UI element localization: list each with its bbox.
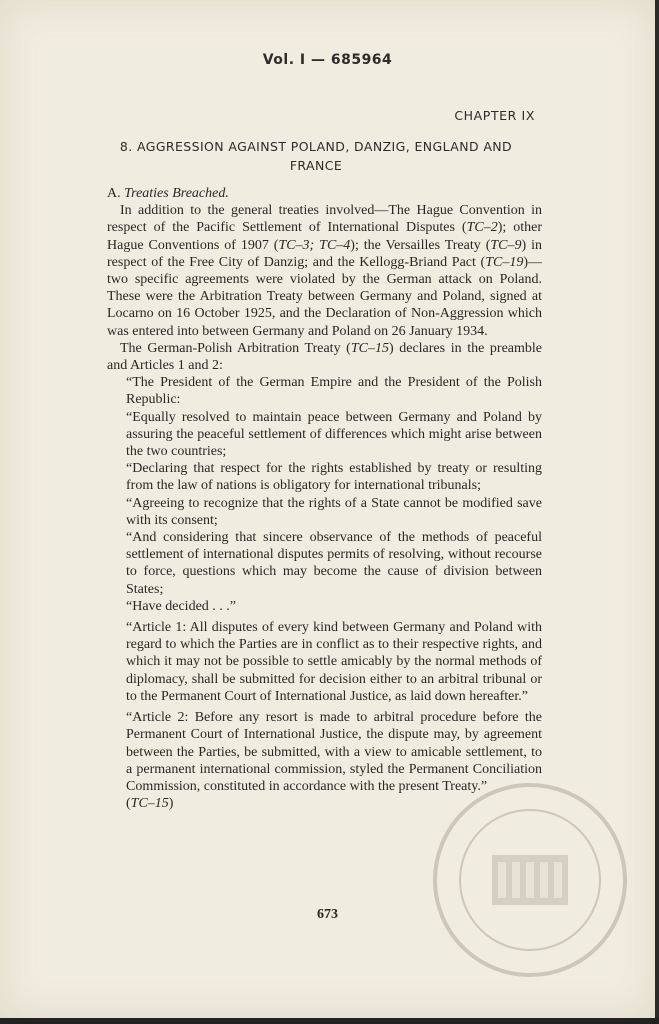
quote-preamble-resolved: “Equally resolved to maintain peace between Germany and Poland by assuring the peaceful settlement of differences which might arise between the two countries; bbox=[126, 409, 542, 460]
library-seal-watermark bbox=[430, 780, 630, 980]
ref-tc3: TC–3; TC–4 bbox=[278, 237, 351, 253]
citation-open: ( bbox=[126, 796, 131, 812]
body-text bbox=[107, 185, 542, 812]
page-number: 673 bbox=[317, 907, 338, 922]
ref-tc15: TC–15 bbox=[350, 340, 389, 356]
quote-have-decided: “Have decided . . .” bbox=[126, 598, 236, 614]
treaty-paragraph bbox=[107, 340, 542, 374]
chapter-heading: CHAPTER IX bbox=[454, 108, 535, 123]
intro-text-3: ); the Versailles Treaty ( bbox=[350, 237, 491, 253]
ref-tc2: TC–2 bbox=[466, 220, 498, 236]
intro-text-1: In addition to the general treaties involved—The Hague Convention in respect of the Pacific Settlement of International Disputes ( bbox=[107, 203, 542, 236]
quote-preamble-declaring: “Declaring that respect for the rights established by treaty or resulting from the law of nations is obligatory for international tribunals; bbox=[126, 461, 542, 494]
ref-tc9: TC–9 bbox=[490, 237, 522, 253]
ref-tc19: TC–19 bbox=[485, 254, 524, 270]
citation-ref: TC–15 bbox=[130, 796, 169, 812]
intro-paragraph bbox=[107, 202, 542, 340]
treaty-text-1: The German-Polish Arbitration Treaty ( bbox=[120, 340, 351, 356]
page-bottom-edge bbox=[0, 1018, 659, 1024]
section-title: 8. AGGRESSION AGAINST POLAND, DANZIG, ENGLAND AND FRANCE bbox=[119, 139, 513, 173]
citation-close: ) bbox=[168, 796, 174, 812]
intro-text-5: )—two specific agreements were violated by the German attack on Poland. These were the Arbitration Treaty between Germany and Poland, signed at Locarno on 16 October 1925, and the Declaration of Non-Aggression which was entered into between Germany and Poland on 26 January 1934. bbox=[107, 254, 542, 339]
intro-text-2: ); other Hague Conventions of 1907 ( bbox=[107, 220, 542, 253]
quote-preamble-considering: “And considering that sincere observance of the methods of peaceful settlement of international disputes permits of resolving, without recourse to force, questions which may become the cause of division between States; bbox=[126, 530, 542, 597]
subheading bbox=[107, 185, 542, 202]
volume-header: Vol. I — 685964 bbox=[262, 52, 393, 68]
subheading-title: Treaties Breached. bbox=[124, 186, 229, 201]
intro-text-4: ) in respect of the Free City of Danzig; and the Kellogg-Briand Pact ( bbox=[107, 237, 542, 270]
quote-preamble-parties: “The President of the German Empire and the President of the Polish Republic: bbox=[126, 375, 542, 408]
subheading-label: A. bbox=[107, 186, 121, 201]
quote-preamble-agreeing: “Agreeing to recognize that the rights of a State cannot be modified save with its consent; bbox=[126, 495, 542, 528]
quote-article-1: “Article 1: All disputes of every kind between Germany and Poland with regard to which the Parties are in conflict as to their respective rights, and which it may not be possible to settle amicably by the normal methods of diplomacy, shall be submitted for decision either to an arbitral tribunal or to the Permanent Court of International Justice, as laid down hereafter.” bbox=[126, 620, 542, 704]
treaty-text-2: ) declares in the preamble and Articles 1 and 2: bbox=[107, 340, 542, 374]
quote-article-2: “Article 2: Before any resort is made to arbitral procedure before the Permanent Court of International Justice, the dispute may, by agreement between the Parties, be submitted, with a view to amicable settlement, to a permanent international commission, styled the Permanent Conciliation Commission, constituted in accordance with the present Treaty.” bbox=[126, 710, 542, 794]
